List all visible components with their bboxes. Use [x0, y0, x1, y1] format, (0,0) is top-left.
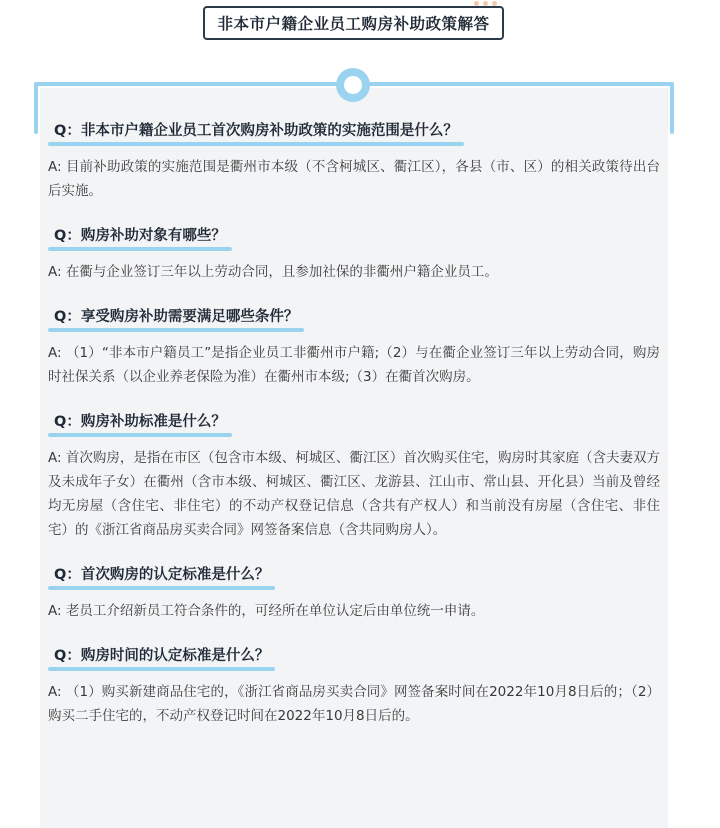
title-tab: [203, 0, 506, 42]
answer-text: A: 首次购房，是指在市区（包含市本级、柯城区、衢江区）首次购买住宅，购房时其家庭（含夫妻双方及未成年子女）在衢州（含市本级、柯城区、衢江区、龙游县、江山市、常山县、开化县）当前及曾经均无房屋（含住宅、非住宅）的不动产权登记信息（含共有产权人）和当前没有房屋（含住宅、非住宅）的《浙江省商品房买卖合同》网签备案信息（含共同购房人）。: [48, 450, 660, 538]
question-heading: Q：购房时间的认定标准是什么？: [48, 646, 275, 668]
card-left-border: [34, 82, 38, 134]
question-heading: Q：非本市户籍企业员工首次购房补助政策的实施范围是什么？: [48, 121, 464, 143]
answer-text: A: （1）购买新建商品住宅的，《浙江省商品房买卖合同》网签备案时间在2022年10月8日后的；（2）购买二手住宅的，不动产权登记时间在2022年10月8日后的。: [48, 684, 660, 724]
qa-item: [48, 225, 660, 284]
question-heading: Q：享受购房补助需要满足哪些条件？: [48, 307, 304, 329]
qa-item: [48, 645, 660, 728]
page-title: 非本市户籍企业员工购房补助政策解答: [203, 6, 504, 40]
qa-item: [48, 120, 660, 203]
qa-item: [48, 306, 660, 389]
answer-text: A: 老员工介绍新员工符合条件的，可经所在单位认定后由单位统一申请。: [48, 603, 485, 619]
question-heading: Q：首次购房的认定标准是什么？: [48, 565, 275, 587]
answer-text: A: （1）“非本市户籍员工”是指企业员工非衢州市户籍;（2）与在衢企业签订三年以上劳动合同，购房时社保关系（以企业养老保险为准）在衢州市本级;（3）在衢首次购房。: [48, 345, 660, 385]
question-heading: Q：购房补助标准是什么？: [48, 412, 232, 434]
qa-list: [48, 120, 660, 750]
question-heading: Q：购房补助对象有哪些？: [48, 226, 232, 248]
card-right-border: [670, 82, 674, 134]
circle-ornament-inner: [344, 76, 362, 94]
qa-item: [48, 564, 660, 623]
qa-item: [48, 411, 660, 542]
answer-text: A: 目前补助政策的实施范围是衢州市本级（不含柯城区、衢江区），各县（市、区）的相关政策待出台后实施。: [48, 159, 660, 199]
answer-text: A: 在衢与企业签订三年以上劳动合同，且参加社保的非衢州户籍企业员工。: [48, 264, 498, 280]
